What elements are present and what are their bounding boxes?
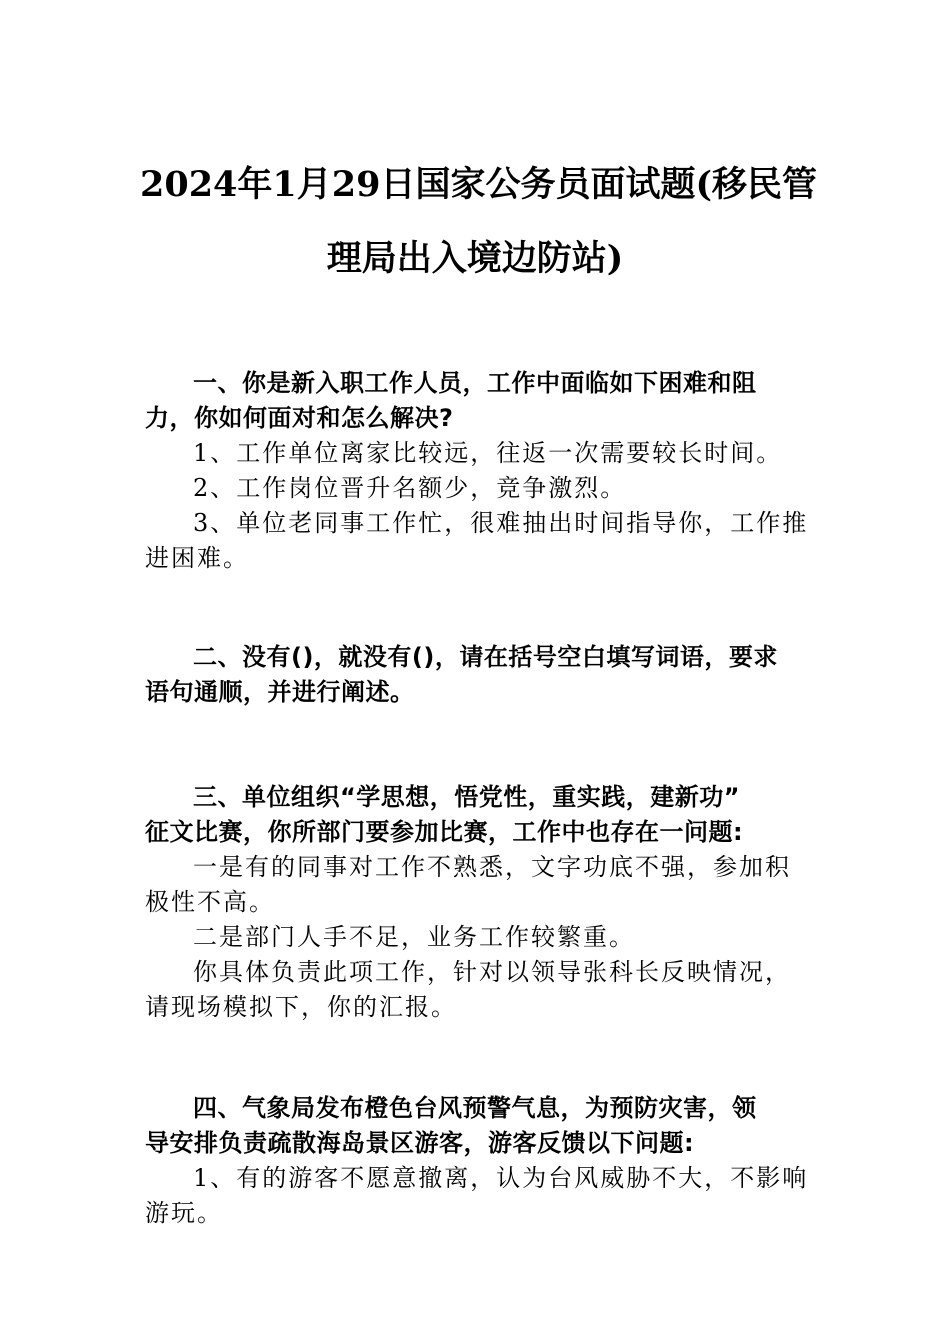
question-2 <box>145 640 807 710</box>
question-1-item-1: 1、工作单位离家比较远，往返一次需要较长时间。 <box>193 439 783 467</box>
question-2-line-1: 二、没有()，就没有()，请在括号空白填写词语，要求 <box>193 643 778 671</box>
question-3-point-1-line-1: 一是有的同事对工作不熟悉，文字功底不强，参加积 <box>193 853 791 881</box>
question-2-line-2: 语句通顺，并进行阐述。 <box>145 678 415 706</box>
question-1-line-1: 一、你是新入职工作人员，工作中面临如下困难和阻 <box>193 369 757 397</box>
question-1-item-3-line-2: 进困难。 <box>145 544 249 572</box>
title-line-1: 2024年1月29日国家公务员面试题(移民管 <box>140 164 818 205</box>
question-3-point-3-line-2: 请现场模拟下，你的汇报。 <box>145 993 457 1021</box>
question-4-point-1-line-2: 游玩。 <box>145 1199 223 1227</box>
question-3 <box>145 780 807 1025</box>
question-1-item-3-line-1: 3、单位老同事工作忙，很难抽出时间指导你，工作推 <box>193 509 809 537</box>
question-1 <box>145 366 807 576</box>
document-title <box>140 148 818 296</box>
question-4-line-2: 导安排负责疏散海岛景区游客，游客反馈以下问题: <box>145 1129 695 1157</box>
question-3-point-2: 二是部门人手不足，业务工作较繁重。 <box>193 923 635 951</box>
question-1-item-2: 2、工作岗位晋升名额少，竞争激烈。 <box>193 474 627 502</box>
title-line-2: 理局出入境边防站) <box>326 238 624 279</box>
question-3-point-1-line-2: 极性不高。 <box>145 888 275 916</box>
question-3-line-2: 征文比赛，你所部门要参加比赛，工作中也存在一问题: <box>145 818 744 846</box>
question-3-line-1: 三、单位组织“学思想，悟党性，重实践，建新功” <box>193 783 741 811</box>
question-1-line-2: 力，你如何面对和怎么解决? <box>145 404 454 432</box>
question-4-point-1-line-1: 1、有的游客不愿意撤离，认为台风威胁不大，不影响 <box>193 1164 809 1192</box>
question-3-point-3-line-1: 你具体负责此项工作，针对以领导张科长反映情况， <box>193 958 791 986</box>
question-4 <box>145 1091 807 1231</box>
question-4-line-1: 四、气象局发布橙色台风预警气息，为预防灾害，领 <box>193 1094 757 1122</box>
